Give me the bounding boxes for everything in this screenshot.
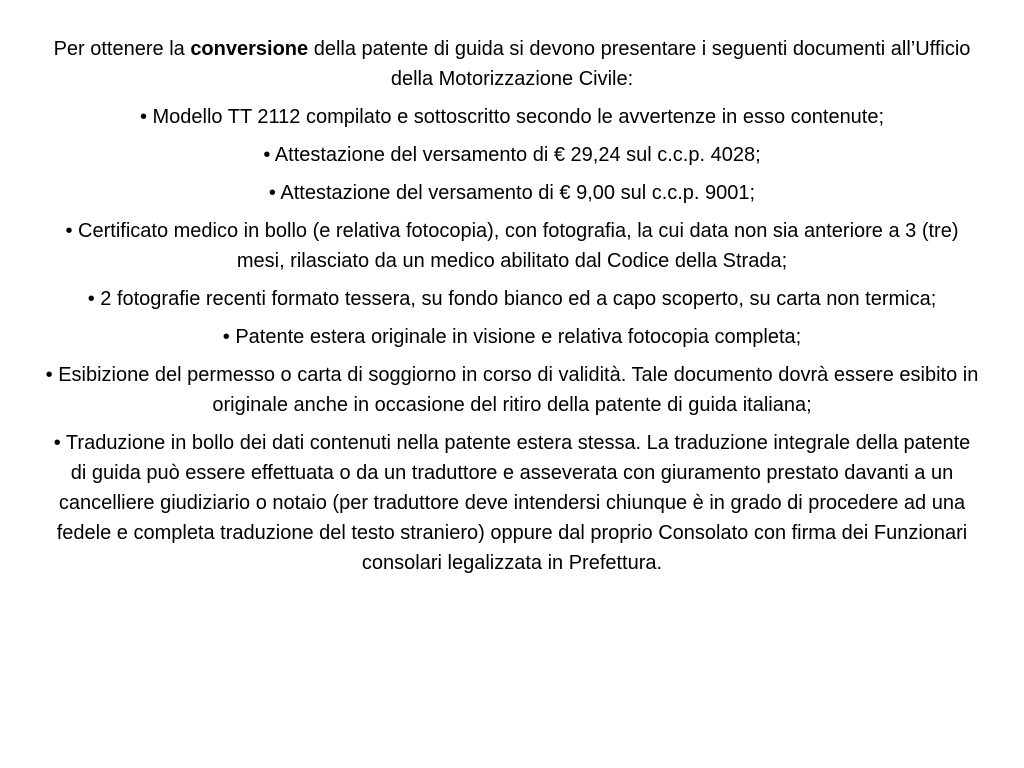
list-item-patente-estera: • Patente estera originale in visione e relativa fotocopia completa;	[222, 326, 802, 348]
intro-text-before: Per ottenere la	[53, 38, 191, 60]
intro-text-after: della patente di guida si devono presentare i seguenti documenti all’Ufficio della Motorizzazione Civile:	[308, 38, 971, 90]
intro-emphasis: conversione	[190, 38, 309, 60]
slide-text-body	[44, 34, 980, 578]
list-item-modello-tt2112: • Modello TT 2112 compilato e sottoscritto secondo le avvertenze in esso contenute;	[139, 106, 885, 128]
list-item-traduzione: • Traduzione in bollo dei dati contenuti nella patente estera stessa. La traduzione integrale della patente di guida può essere effettuata o da un traduttore e asseverata con giuramento prestato davanti a un cancelliere giudiziario o notaio (per traduttore deve intendersi chiunque è in grado di procedere ad una fedele e completa traduzione del testo straniero) oppure dal proprio Consolato con firma dei Funzionari consolari legalizzata in Prefettura.	[53, 432, 971, 574]
list-item-versamento-4028: • Attestazione del versamento di € 29,24 sul c.c.p. 4028;	[263, 144, 761, 166]
list-item-permesso-soggiorno: • Esibizione del permesso o carta di soggiorno in corso di validità. Tale documento dovrà essere esibito in originale anche in occasione del ritiro della patente di guida italiana;	[45, 364, 979, 416]
list-item-versamento-9001: • Attestazione del versamento di € 9,00 sul c.c.p. 9001;	[268, 182, 756, 204]
list-item-fotografie: • 2 fotografie recenti formato tessera, su fondo bianco ed a capo scoperto, su carta non termica;	[87, 288, 937, 310]
intro-paragraph	[44, 34, 980, 94]
list-item-certificato-medico: • Certificato medico in bollo (e relativa fotocopia), con fotografia, la cui data non sia anteriore a 3 (tre) mesi, rilasciato da un medico abilitato dal Codice della Strada;	[65, 220, 959, 272]
